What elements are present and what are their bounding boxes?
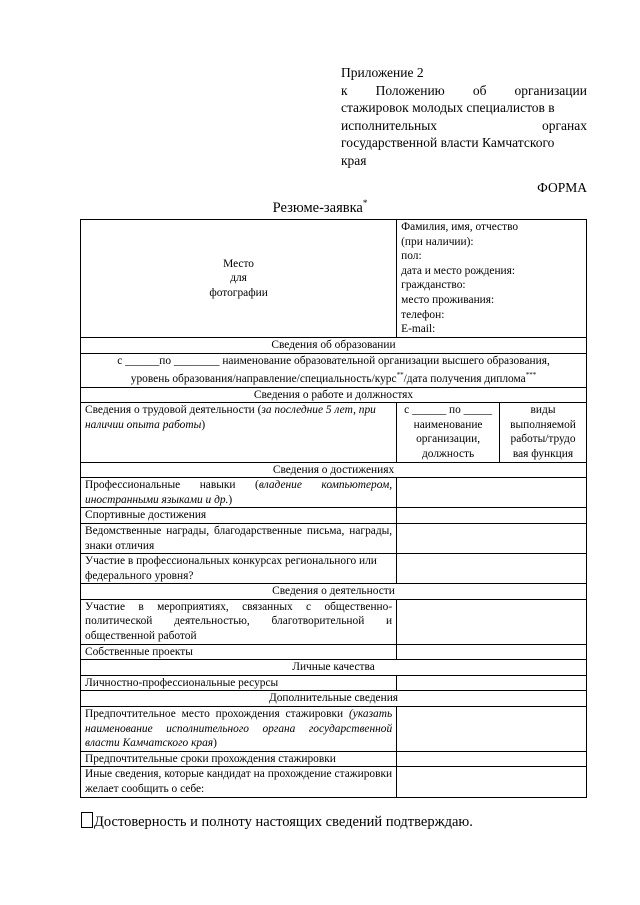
projects-label: Собственные проекты	[81, 644, 397, 660]
resources-label: Личностно-профессиональные ресурсы	[81, 675, 397, 691]
work-period-cell: с ______ по _____ наименование организации, должность	[397, 403, 500, 462]
awards-label: Ведомственные награды, благодарственные письма, награды, знаки отличия	[81, 523, 397, 553]
events-row	[81, 599, 587, 644]
photo-placeholder: Место для фотографии	[81, 220, 397, 338]
appendix-line-5: края	[341, 152, 367, 168]
resources-row	[81, 675, 587, 691]
section-header-row	[81, 387, 587, 403]
section-header-row	[81, 584, 587, 600]
prof-skills-row	[81, 478, 587, 508]
personal-fields: Фамилия, имя, отчество (при наличии): пол: дата и место рождения: гражданство: место проживания: телефон: E-mail:	[397, 220, 587, 338]
document-title: Резюме-заявка*	[272, 198, 368, 216]
education-header: Сведения об образовании	[81, 338, 587, 354]
section-header-row	[81, 462, 587, 478]
projects-row	[81, 644, 587, 660]
prof-skills-label: Профессиональные навыки (владение компьютером, иностранными языками и др.)	[81, 478, 397, 508]
form-label: ФОРМА	[537, 180, 587, 195]
terms-label: Предпочтительные сроки прохождения стажировки	[81, 751, 397, 767]
other-row	[81, 767, 587, 797]
education-row	[81, 353, 587, 387]
other-value	[397, 767, 587, 797]
activity-header: Сведения о деятельности	[81, 584, 587, 600]
appendix-line-4: государственной власти Камчатского	[341, 135, 555, 150]
awards-value	[397, 523, 587, 553]
contests-label: Участие в профессиональных конкурсах регионального или федерального уровня?	[81, 554, 397, 584]
work-function-cell: виды выполняемой работы/трудо вая функция	[500, 403, 587, 462]
appendix-header	[341, 64, 587, 197]
personal-header: Личные качества	[81, 660, 587, 676]
appendix-line-1: к Положению об организации	[341, 82, 587, 98]
confirmation-text: Достоверность и полноту настоящих сведений подтверждаю.	[94, 814, 473, 830]
section-header-row	[81, 660, 587, 676]
other-label: Иные сведения, которые кандидат на прохождение стажировки желает сообщить о себе:	[81, 767, 397, 797]
events-label: Участие в мероприятиях, связанных с общественно-политической деятельностью, благотворительной и общественной работой	[81, 599, 397, 644]
place-row	[81, 707, 587, 752]
sport-label: Спортивные достижения	[81, 508, 397, 524]
work-row	[81, 403, 587, 462]
work-header: Сведения о работе и должностях	[81, 387, 587, 403]
terms-value	[397, 751, 587, 767]
terms-row	[81, 751, 587, 767]
education-details: с ______по ________ наименование образовательной организации высшего образования, уровень образования/направление/специальность/курс**/дата получения диплома***	[81, 353, 587, 387]
contests-row	[81, 554, 587, 584]
appendix-line-3: исполнительных органах	[341, 117, 587, 133]
projects-value	[397, 644, 587, 660]
resources-value	[397, 675, 587, 691]
awards-row	[81, 523, 587, 553]
events-value	[397, 599, 587, 644]
appendix-title: Приложение 2	[341, 65, 424, 80]
appendix-line-2: стажировок молодых специалистов в	[341, 100, 555, 115]
place-value	[397, 707, 587, 752]
work-label: Сведения о трудовой деятельности (за последние 5 лет, при наличии опыта работы)	[81, 403, 397, 462]
place-label: Предпочтительное место прохождения стажировки (указать наименование исполнительного органа государственной власти Камчатского края)	[81, 707, 397, 752]
prof-skills-value	[397, 478, 587, 508]
achievements-header: Сведения о достижениях	[81, 462, 587, 478]
sport-value	[397, 508, 587, 524]
sport-row	[81, 508, 587, 524]
photo-and-personal-row	[81, 220, 587, 338]
section-header-row	[81, 338, 587, 354]
section-header-row	[81, 691, 587, 707]
confirmation-line	[81, 812, 473, 831]
contests-value	[397, 554, 587, 584]
confirm-checkbox[interactable]	[81, 812, 93, 828]
additional-header: Дополнительные сведения	[81, 691, 587, 707]
resume-form-table	[80, 219, 587, 798]
